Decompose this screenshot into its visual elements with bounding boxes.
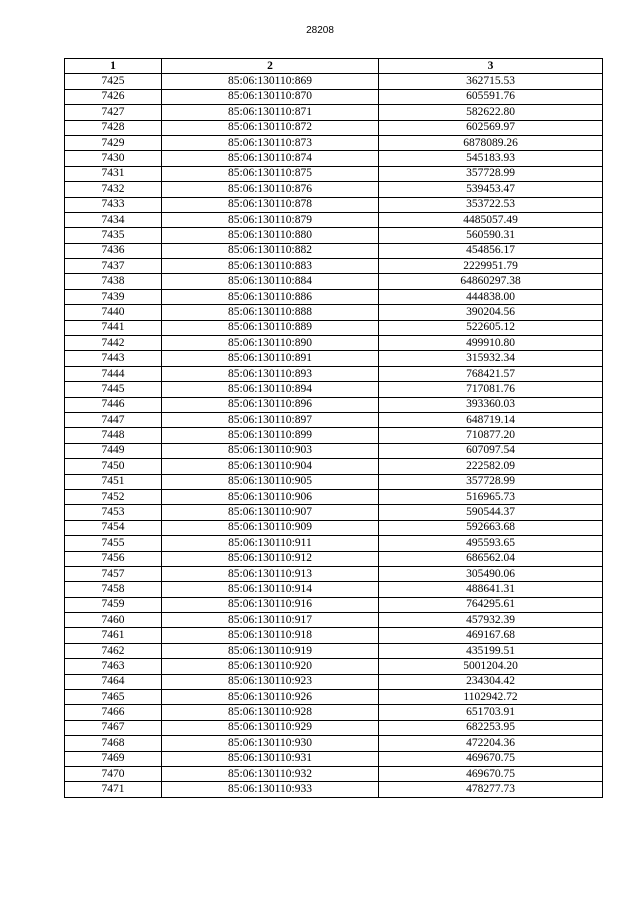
cadastral-number-cell: 85:06:130110:933 bbox=[162, 782, 379, 797]
value-cell: 469670.75 bbox=[379, 766, 603, 781]
table-row bbox=[65, 690, 603, 705]
value-cell: 560590.31 bbox=[379, 228, 603, 243]
row-number-cell: 7439 bbox=[65, 289, 162, 304]
table-row bbox=[65, 259, 603, 274]
cadastral-number-cell: 85:06:130110:918 bbox=[162, 628, 379, 643]
table-row bbox=[65, 674, 603, 689]
value-cell: 315932.34 bbox=[379, 351, 603, 366]
value-cell: 64860297.38 bbox=[379, 274, 603, 289]
cadastral-number-cell: 85:06:130110:904 bbox=[162, 459, 379, 474]
row-number-cell: 7447 bbox=[65, 412, 162, 427]
row-number-cell: 7428 bbox=[65, 120, 162, 135]
value-cell: 545183.93 bbox=[379, 151, 603, 166]
value-cell: 499910.80 bbox=[379, 336, 603, 351]
cadastral-number-cell: 85:06:130110:929 bbox=[162, 720, 379, 735]
page-number: 28208 bbox=[306, 25, 334, 36]
row-number-cell: 7470 bbox=[65, 766, 162, 781]
row-number-cell: 7438 bbox=[65, 274, 162, 289]
table-row bbox=[65, 212, 603, 227]
table-row bbox=[65, 274, 603, 289]
table-row bbox=[65, 166, 603, 181]
cadastral-number-cell: 85:06:130110:888 bbox=[162, 305, 379, 320]
table-body bbox=[65, 74, 603, 797]
value-cell: 362715.53 bbox=[379, 74, 603, 89]
table-row bbox=[65, 151, 603, 166]
value-cell: 590544.37 bbox=[379, 505, 603, 520]
row-number-cell: 7451 bbox=[65, 474, 162, 489]
row-number-cell: 7461 bbox=[65, 628, 162, 643]
value-cell: 717081.76 bbox=[379, 382, 603, 397]
value-cell: 488641.31 bbox=[379, 582, 603, 597]
table-row bbox=[65, 336, 603, 351]
cadastral-number-cell: 85:06:130110:894 bbox=[162, 382, 379, 397]
cadastral-number-cell: 85:06:130110:912 bbox=[162, 551, 379, 566]
cadastral-number-cell: 85:06:130110:903 bbox=[162, 443, 379, 458]
value-cell: 522605.12 bbox=[379, 320, 603, 335]
table-row bbox=[65, 597, 603, 612]
cadastral-number-cell: 85:06:130110:889 bbox=[162, 320, 379, 335]
cadastral-number-cell: 85:06:130110:906 bbox=[162, 489, 379, 504]
cadastral-number-cell: 85:06:130110:913 bbox=[162, 566, 379, 581]
table-row bbox=[65, 120, 603, 135]
row-number-cell: 7444 bbox=[65, 366, 162, 381]
value-cell: 768421.57 bbox=[379, 366, 603, 381]
row-number-cell: 7426 bbox=[65, 89, 162, 104]
cadastral-number-cell: 85:06:130110:884 bbox=[162, 274, 379, 289]
row-number-cell: 7443 bbox=[65, 351, 162, 366]
value-cell: 457932.39 bbox=[379, 613, 603, 628]
value-cell: 5001204.20 bbox=[379, 659, 603, 674]
value-cell: 454856.17 bbox=[379, 243, 603, 258]
value-cell: 435199.51 bbox=[379, 643, 603, 658]
cadastral-number-cell: 85:06:130110:873 bbox=[162, 135, 379, 150]
cadastral-number-cell: 85:06:130110:872 bbox=[162, 120, 379, 135]
value-cell: 516965.73 bbox=[379, 489, 603, 504]
cadastral-number-cell: 85:06:130110:880 bbox=[162, 228, 379, 243]
column-header-2: 2 bbox=[162, 59, 379, 74]
table-row bbox=[65, 382, 603, 397]
cadastral-number-cell: 85:06:130110:931 bbox=[162, 751, 379, 766]
value-cell: 469670.75 bbox=[379, 751, 603, 766]
cadastral-number-cell: 85:06:130110:926 bbox=[162, 690, 379, 705]
table-row bbox=[65, 412, 603, 427]
row-number-cell: 7448 bbox=[65, 428, 162, 443]
table-row bbox=[65, 643, 603, 658]
cadastral-number-cell: 85:06:130110:886 bbox=[162, 289, 379, 304]
row-number-cell: 7429 bbox=[65, 135, 162, 150]
cadastral-number-cell: 85:06:130110:875 bbox=[162, 166, 379, 181]
row-number-cell: 7427 bbox=[65, 105, 162, 120]
value-cell: 234304.42 bbox=[379, 674, 603, 689]
value-cell: 686562.04 bbox=[379, 551, 603, 566]
value-cell: 710877.20 bbox=[379, 428, 603, 443]
table-row bbox=[65, 182, 603, 197]
table-row bbox=[65, 705, 603, 720]
cadastral-number-cell: 85:06:130110:896 bbox=[162, 397, 379, 412]
cadastral-number-cell: 85:06:130110:879 bbox=[162, 212, 379, 227]
value-cell: 592663.68 bbox=[379, 520, 603, 535]
table-row bbox=[65, 520, 603, 535]
cadastral-number-cell: 85:06:130110:883 bbox=[162, 259, 379, 274]
value-cell: 764295.61 bbox=[379, 597, 603, 612]
row-number-cell: 7469 bbox=[65, 751, 162, 766]
table-row bbox=[65, 243, 603, 258]
row-number-cell: 7468 bbox=[65, 736, 162, 751]
value-cell: 602569.97 bbox=[379, 120, 603, 135]
row-number-cell: 7445 bbox=[65, 382, 162, 397]
value-cell: 222582.09 bbox=[379, 459, 603, 474]
table-row bbox=[65, 536, 603, 551]
row-number-cell: 7432 bbox=[65, 182, 162, 197]
column-header-1: 1 bbox=[65, 59, 162, 74]
cadastral-number-cell: 85:06:130110:893 bbox=[162, 366, 379, 381]
table-row bbox=[65, 351, 603, 366]
value-cell: 4485057.49 bbox=[379, 212, 603, 227]
cadastral-number-cell: 85:06:130110:909 bbox=[162, 520, 379, 535]
row-number-cell: 7452 bbox=[65, 489, 162, 504]
value-cell: 2229951.79 bbox=[379, 259, 603, 274]
row-number-cell: 7434 bbox=[65, 212, 162, 227]
value-cell: 607097.54 bbox=[379, 443, 603, 458]
table-row bbox=[65, 228, 603, 243]
cadastral-number-cell: 85:06:130110:897 bbox=[162, 412, 379, 427]
row-number-cell: 7453 bbox=[65, 505, 162, 520]
table-row bbox=[65, 720, 603, 735]
row-number-cell: 7463 bbox=[65, 659, 162, 674]
cadastral-number-cell: 85:06:130110:930 bbox=[162, 736, 379, 751]
cadastral-number-cell: 85:06:130110:869 bbox=[162, 74, 379, 89]
value-cell: 357728.99 bbox=[379, 166, 603, 181]
value-cell: 444838.00 bbox=[379, 289, 603, 304]
row-number-cell: 7454 bbox=[65, 520, 162, 535]
table-row bbox=[65, 582, 603, 597]
value-cell: 353722.53 bbox=[379, 197, 603, 212]
table-row bbox=[65, 459, 603, 474]
value-cell: 495593.65 bbox=[379, 536, 603, 551]
cadastral-number-cell: 85:06:130110:905 bbox=[162, 474, 379, 489]
table-row bbox=[65, 766, 603, 781]
row-number-cell: 7467 bbox=[65, 720, 162, 735]
cadastral-number-cell: 85:06:130110:928 bbox=[162, 705, 379, 720]
table-row bbox=[65, 289, 603, 304]
row-number-cell: 7458 bbox=[65, 582, 162, 597]
row-number-cell: 7433 bbox=[65, 197, 162, 212]
table-row bbox=[65, 443, 603, 458]
table-row bbox=[65, 659, 603, 674]
row-number-cell: 7440 bbox=[65, 305, 162, 320]
value-cell: 582622.80 bbox=[379, 105, 603, 120]
cadastral-number-cell: 85:06:130110:920 bbox=[162, 659, 379, 674]
table-row bbox=[65, 105, 603, 120]
table-row bbox=[65, 89, 603, 104]
row-number-cell: 7442 bbox=[65, 336, 162, 351]
row-number-cell: 7465 bbox=[65, 690, 162, 705]
row-number-cell: 7446 bbox=[65, 397, 162, 412]
row-number-cell: 7462 bbox=[65, 643, 162, 658]
table-row bbox=[65, 135, 603, 150]
value-cell: 357728.99 bbox=[379, 474, 603, 489]
row-number-cell: 7436 bbox=[65, 243, 162, 258]
value-cell: 469167.68 bbox=[379, 628, 603, 643]
cadastral-number-cell: 85:06:130110:916 bbox=[162, 597, 379, 612]
row-number-cell: 7460 bbox=[65, 613, 162, 628]
cadastral-number-cell: 85:06:130110:932 bbox=[162, 766, 379, 781]
value-cell: 648719.14 bbox=[379, 412, 603, 427]
table-row bbox=[65, 566, 603, 581]
row-number-cell: 7457 bbox=[65, 566, 162, 581]
row-number-cell: 7431 bbox=[65, 166, 162, 181]
value-cell: 472204.36 bbox=[379, 736, 603, 751]
table-row bbox=[65, 366, 603, 381]
cadastral-number-cell: 85:06:130110:874 bbox=[162, 151, 379, 166]
cadastral-number-cell: 85:06:130110:907 bbox=[162, 505, 379, 520]
cadastral-number-cell: 85:06:130110:878 bbox=[162, 197, 379, 212]
cadastral-number-cell: 85:06:130110:919 bbox=[162, 643, 379, 658]
table-row bbox=[65, 397, 603, 412]
row-number-cell: 7441 bbox=[65, 320, 162, 335]
table-row bbox=[65, 474, 603, 489]
value-cell: 393360.03 bbox=[379, 397, 603, 412]
table-row bbox=[65, 305, 603, 320]
header-row bbox=[65, 59, 603, 74]
cadastral-number-cell: 85:06:130110:914 bbox=[162, 582, 379, 597]
value-cell: 478277.73 bbox=[379, 782, 603, 797]
value-cell: 6878089.26 bbox=[379, 135, 603, 150]
value-cell: 305490.06 bbox=[379, 566, 603, 581]
cadastral-number-cell: 85:06:130110:891 bbox=[162, 351, 379, 366]
row-number-cell: 7437 bbox=[65, 259, 162, 274]
value-cell: 1102942.72 bbox=[379, 690, 603, 705]
value-cell: 390204.56 bbox=[379, 305, 603, 320]
value-cell: 682253.95 bbox=[379, 720, 603, 735]
row-number-cell: 7455 bbox=[65, 536, 162, 551]
cadastral-number-cell: 85:06:130110:871 bbox=[162, 105, 379, 120]
cadastral-number-cell: 85:06:130110:899 bbox=[162, 428, 379, 443]
cadastral-number-cell: 85:06:130110:882 bbox=[162, 243, 379, 258]
column-header-3: 3 bbox=[379, 59, 603, 74]
table-row bbox=[65, 489, 603, 504]
data-table bbox=[64, 58, 603, 798]
row-number-cell: 7456 bbox=[65, 551, 162, 566]
cadastral-number-cell: 85:06:130110:870 bbox=[162, 89, 379, 104]
value-cell: 605591.76 bbox=[379, 89, 603, 104]
table-row bbox=[65, 751, 603, 766]
row-number-cell: 7435 bbox=[65, 228, 162, 243]
row-number-cell: 7466 bbox=[65, 705, 162, 720]
table-row bbox=[65, 551, 603, 566]
cadastral-number-cell: 85:06:130110:876 bbox=[162, 182, 379, 197]
row-number-cell: 7450 bbox=[65, 459, 162, 474]
row-number-cell: 7459 bbox=[65, 597, 162, 612]
table-row bbox=[65, 505, 603, 520]
row-number-cell: 7449 bbox=[65, 443, 162, 458]
value-cell: 651703.91 bbox=[379, 705, 603, 720]
table-row bbox=[65, 320, 603, 335]
cadastral-number-cell: 85:06:130110:911 bbox=[162, 536, 379, 551]
table-row bbox=[65, 428, 603, 443]
table-row bbox=[65, 736, 603, 751]
cadastral-number-cell: 85:06:130110:923 bbox=[162, 674, 379, 689]
table-row bbox=[65, 782, 603, 797]
table-header bbox=[65, 59, 603, 74]
cadastral-number-cell: 85:06:130110:917 bbox=[162, 613, 379, 628]
cadastral-number-cell: 85:06:130110:890 bbox=[162, 336, 379, 351]
value-cell: 539453.47 bbox=[379, 182, 603, 197]
row-number-cell: 7430 bbox=[65, 151, 162, 166]
row-number-cell: 7471 bbox=[65, 782, 162, 797]
table-row bbox=[65, 613, 603, 628]
row-number-cell: 7464 bbox=[65, 674, 162, 689]
table-row bbox=[65, 197, 603, 212]
table-row bbox=[65, 74, 603, 89]
table-row bbox=[65, 628, 603, 643]
row-number-cell: 7425 bbox=[65, 74, 162, 89]
